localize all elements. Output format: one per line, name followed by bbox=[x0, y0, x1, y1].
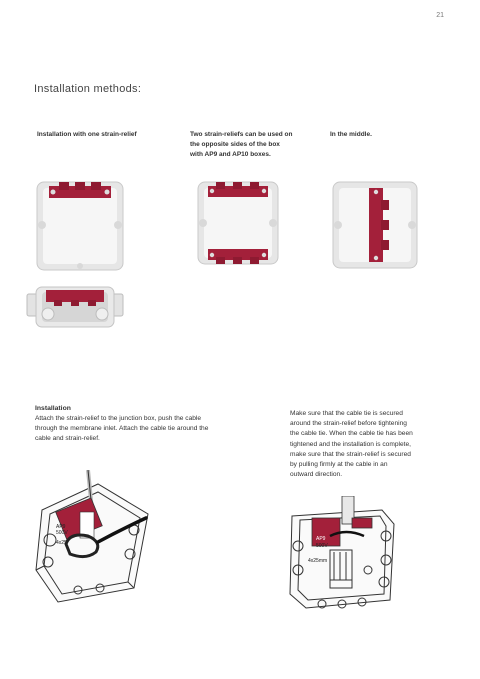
text-line: tightened and the installation is complete, bbox=[290, 440, 411, 448]
photo-box-middle-strain-relief bbox=[331, 180, 419, 270]
caption-line: Two strain-reliefs can be used on bbox=[190, 131, 293, 138]
text-line: the cable tie. When the cable tie has been bbox=[290, 430, 413, 438]
page-number: 21 bbox=[436, 12, 444, 19]
installation-heading: Installation bbox=[35, 405, 71, 412]
right-rating-label: AP9 bbox=[316, 536, 326, 542]
text-line: by pulling firmly at the cable in an bbox=[290, 461, 388, 469]
photo-box-one-strain-relief bbox=[35, 180, 125, 272]
caption-line: with AP9 and AP10 boxes. bbox=[190, 151, 271, 158]
left-voltage-label: 500V bbox=[56, 530, 68, 536]
text-line: cable and strain-relief. bbox=[35, 435, 100, 443]
right-voltage-label: 500V bbox=[316, 543, 328, 549]
left-rating-label: AP9 bbox=[56, 524, 66, 530]
text-line: make sure that the strain-relief is secured bbox=[290, 450, 411, 458]
photo-box-side-view bbox=[26, 284, 124, 330]
installation-left-text bbox=[35, 414, 208, 445]
text-line: outward direction. bbox=[290, 471, 343, 479]
text-line: through the membrane inlet. Attach the cable tie around the bbox=[35, 425, 209, 433]
right-size-label: 4x25mm bbox=[308, 558, 328, 564]
text-line: Attach the strain-relief to the junction box, push the cable bbox=[35, 415, 202, 422]
installation-right-text bbox=[290, 409, 413, 480]
diagram-cable-tie-attach bbox=[30, 470, 160, 610]
caption-line: the opposite sides of the box bbox=[190, 141, 280, 148]
caption-two-strain-reliefs bbox=[190, 130, 292, 160]
diagram-strain-relief-secured bbox=[286, 496, 398, 620]
text-line: around the strain-relief before tightening bbox=[290, 420, 407, 428]
photo-box-two-strain-reliefs bbox=[196, 180, 280, 266]
left-size-label: 4x25 bbox=[56, 540, 67, 546]
caption-middle: In the middle. bbox=[330, 131, 372, 138]
caption-one-strain-relief: Installation with one strain-relief bbox=[37, 131, 137, 138]
section-title: Installation methods: bbox=[34, 83, 142, 95]
text-line: Make sure that the cable tie is secured bbox=[290, 410, 403, 417]
